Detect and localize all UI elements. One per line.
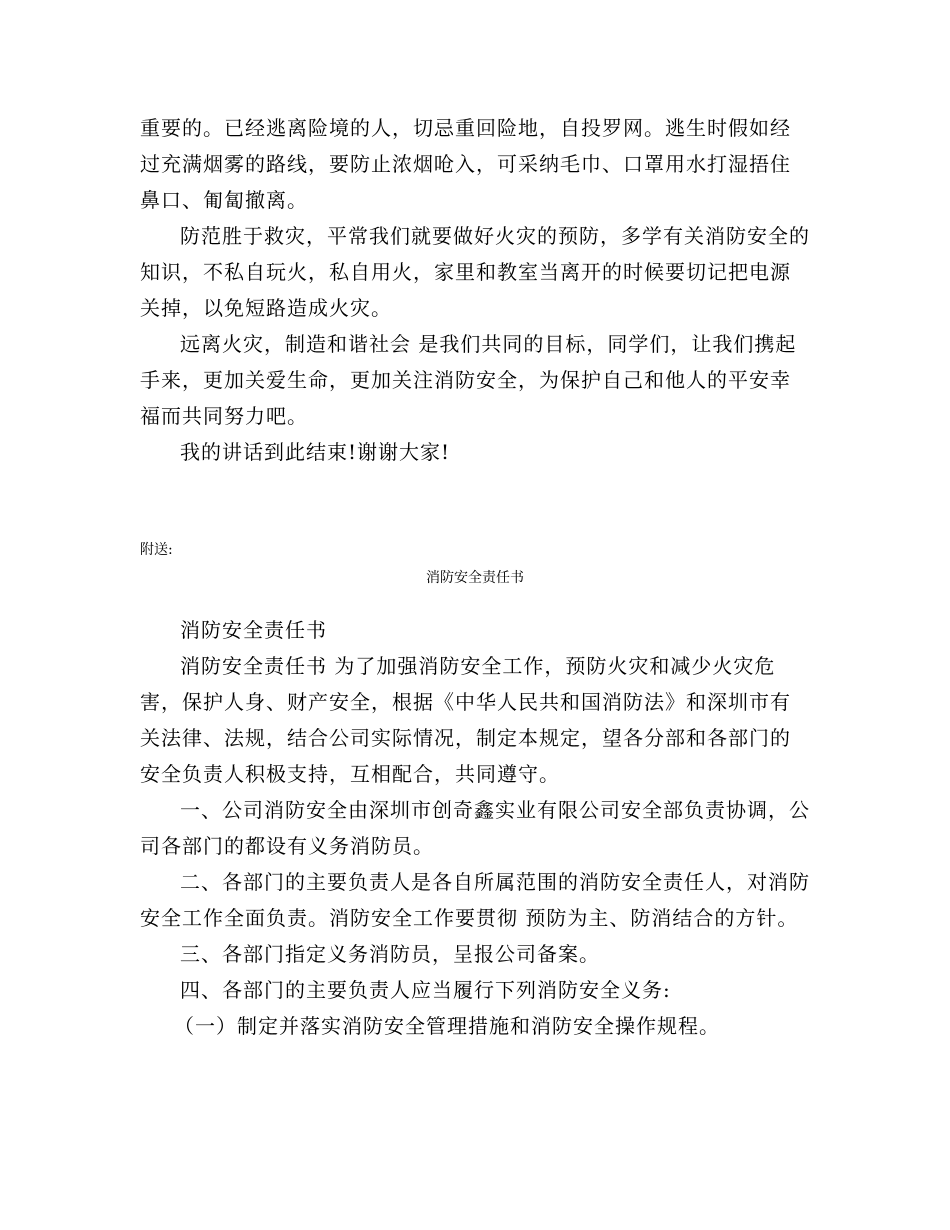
letter-paragraph-6: （一）制定并落实消防安全管理措施和消防安全操作规程。	[174, 1014, 720, 1038]
speech-section	[140, 110, 810, 470]
speech-paragraph-1: 重要的。已经逃离险境的人，切忌重回险地，自投罗网。逃生时假如经过充满烟雾的路线，要防止浓烟呛入，可采纳毛巾、口罩用水打湿捂住鼻口、匍匐撤离。	[140, 116, 791, 212]
responsibility-letter	[140, 612, 810, 1044]
appendix-label: 附送:	[140, 542, 173, 558]
speech-paragraph-4: 我的讲话到此结束!谢谢大家!	[180, 440, 451, 464]
letter-paragraph-2: 一、公司消防安全由深圳市创奇鑫实业有限公司安全部负责协调，公司各部门的都设有义务消防员。	[140, 798, 810, 858]
letter-paragraph-1: 消防安全责任书 为了加强消防安全工作，预防火灾和减少火灾危害，保护人身、财产安全，根据《中华人民共和国消防法》和深圳市有关法律、法规，结合公司实际情况，制定本规定，望各分部和各部门的安全负责人积极支持，互相配合，共同遵守。	[140, 654, 791, 786]
letter-paragraph-3: 二、各部门的主要负责人是各自所属范围的消防安全责任人，对消防安全工作全面负责。消防安全工作要贯彻 预防为主、防消结合的方针。	[140, 870, 810, 930]
speech-paragraph-3: 远离火灾，制造和谐社会 是我们共同的目标，同学们，让我们携起手来，更加关爱生命，更加关注消防安全，为保护自己和他人的平安幸福而共同努力吧。	[140, 332, 797, 428]
letter-heading: 消防安全责任书	[180, 618, 327, 642]
speech-paragraph-2: 防范胜于救灾，平常我们就要做好火灾的预防，多学有关消防安全的知识，不私自玩火，私自用火，家里和教室当离开的时候要切记把电源关掉，以免短路造成火灾。	[140, 224, 810, 320]
letter-paragraph-4: 三、各部门指定义务消防员，呈报公司备案。	[180, 942, 600, 966]
appendix-center-title: 消防安全责任书	[426, 570, 524, 586]
letter-paragraph-5: 四、各部门的主要负责人应当履行下列消防安全义务:	[180, 978, 671, 1002]
